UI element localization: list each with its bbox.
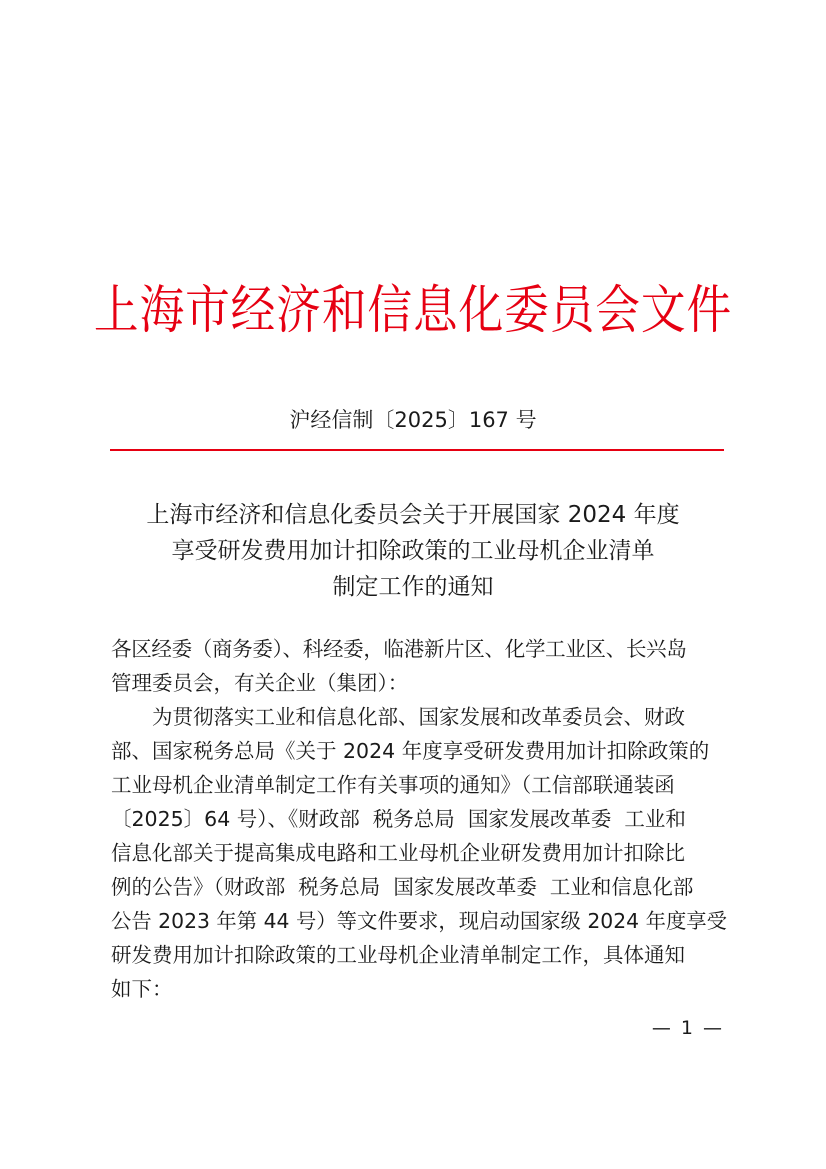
addressee-line: 管理委员会，有关企业（集团）： [111, 671, 409, 695]
paragraph-line: 信息化部关于提高集成电路和工业母机企业研发费用加计扣除比 [111, 841, 685, 865]
addressee-line: 各区经委（商务委）、科经委，临港新片区、化学工业区、长兴岛 [111, 637, 687, 661]
paragraph-line: 如下： [111, 977, 173, 1001]
document-title [100, 497, 726, 605]
red-divider-rule [110, 449, 724, 451]
paragraph-line: 例的公告》（财政部 税务总局 国家发展改革委 工业和信息化部 [111, 875, 694, 899]
addressee [111, 632, 727, 700]
paragraph-line: 公告 2023 年第 44 号）等文件要求，现启动国家级 2024 年度享受 [111, 909, 727, 933]
document-title-line: 上海市经济和信息化委员会关于开展国家 2024 年度 [146, 502, 680, 528]
paragraph-line: 部、国家税务总局《关于 2024 年度享受研发费用加计扣除政策的 [111, 739, 710, 763]
document-title-line: 制定工作的通知 [332, 574, 494, 600]
agency-header-title: 上海市经济和信息化委员会文件 [93, 281, 733, 341]
document-body [111, 632, 727, 1006]
paragraph-line: 〔2025〕64 号）、《财政部 税务总局 国家发展改革委 工业和 [111, 807, 686, 831]
body-paragraph [111, 700, 727, 1006]
paragraph-line: 工业母机企业清单制定工作有关事项的通知》（工信部联通装函 [111, 773, 675, 797]
paragraph-line: 为贯彻落实工业和信息化部、国家发展和改革委员会、财政 [152, 705, 685, 729]
document-number: 沪经信制〔2025〕167 号 [289, 408, 537, 432]
document-title-line: 享受研发费用加计扣除政策的工业母机企业清单 [171, 538, 655, 564]
page-number: — 1 — [651, 1017, 724, 1039]
paragraph-line: 研发费用加计扣除政策的工业母机企业清单制定工作，具体通知 [111, 943, 685, 967]
